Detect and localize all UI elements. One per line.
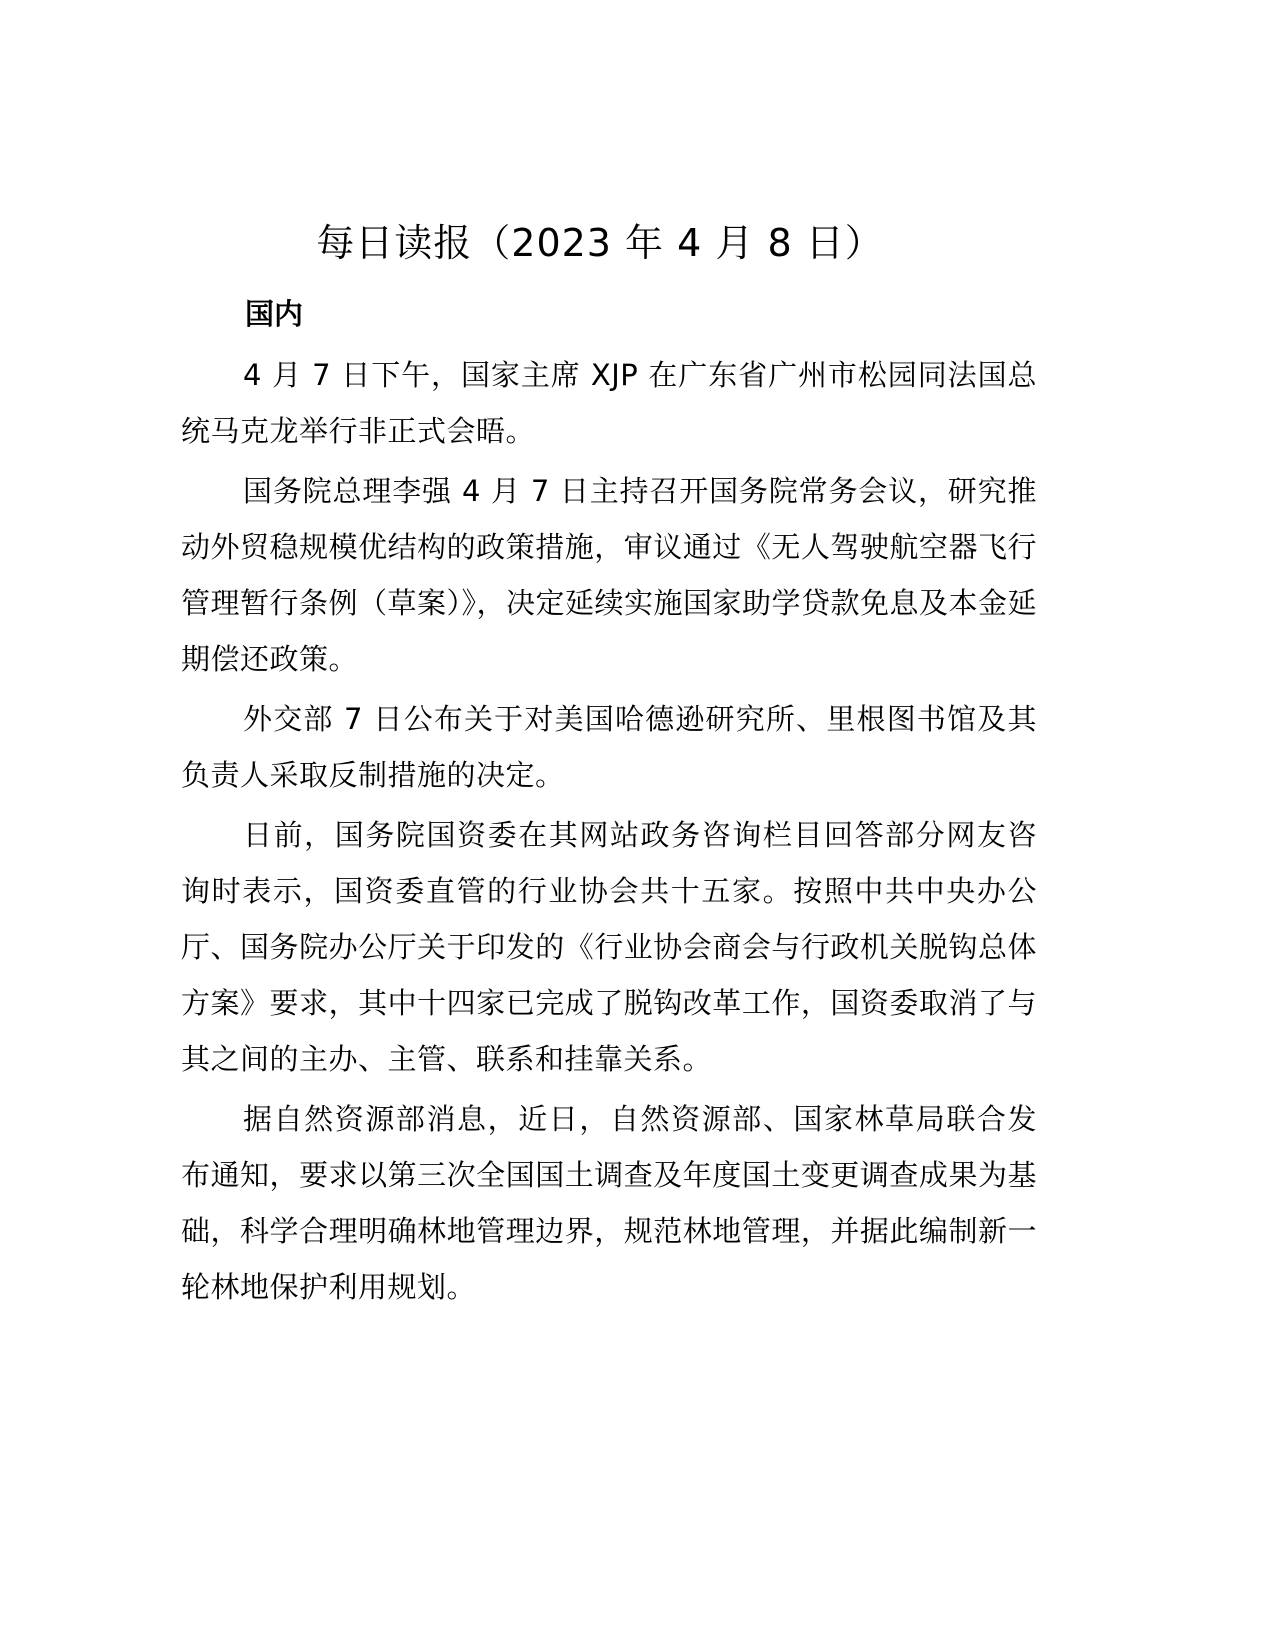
paragraph-forest-land-management: 据自然资源部消息，近日，自然资源部、国家林草局联合发布通知，要求以第三次全国国土调查及年度国土变更调查成果为基础，科学合理明确林地管理边界，规范林地管理，并据此编制新一轮林地保护利用规划。 bbox=[181, 1102, 1037, 1304]
document-body bbox=[181, 285, 1037, 1315]
paragraph-sasac-associations: 日前，国务院国资委在其网站政务咨询栏目回答部分网友咨询时表示，国资委直管的行业协会共十五家。按照中共中央办公厅、国务院办公厅关于印发的《行业协会商会与行政机关脱钩总体方案》要求，其中十四家已完成了脱钩改革工作，国资委取消了与其之间的主办、主管、联系和挂靠关系。 bbox=[181, 818, 1037, 1076]
paragraph-macron-meeting: 4 月 7 日下午，国家主席 XJP 在广东省广州市松园同法国总统马克龙举行非正式会晤。 bbox=[181, 358, 1037, 448]
section-heading: 国内 bbox=[245, 297, 304, 331]
paragraph-state-council-meeting: 国务院总理李强 4 月 7 日主持召开国务院常务会议，研究推动外贸稳规模优结构的政策措施，审议通过《无人驾驶航空器飞行管理暂行条例（草案）》，决定延续实施国家助学贷款免息及本金延期偿还政策。 bbox=[181, 474, 1038, 676]
paragraph-countermeasures: 外交部 7 日公布关于对美国哈德逊研究所、里根图书馆及其负责人采取反制措施的决定。 bbox=[181, 702, 1037, 792]
page-title: 每日读报（2023 年 4 月 8 日） bbox=[316, 221, 884, 265]
